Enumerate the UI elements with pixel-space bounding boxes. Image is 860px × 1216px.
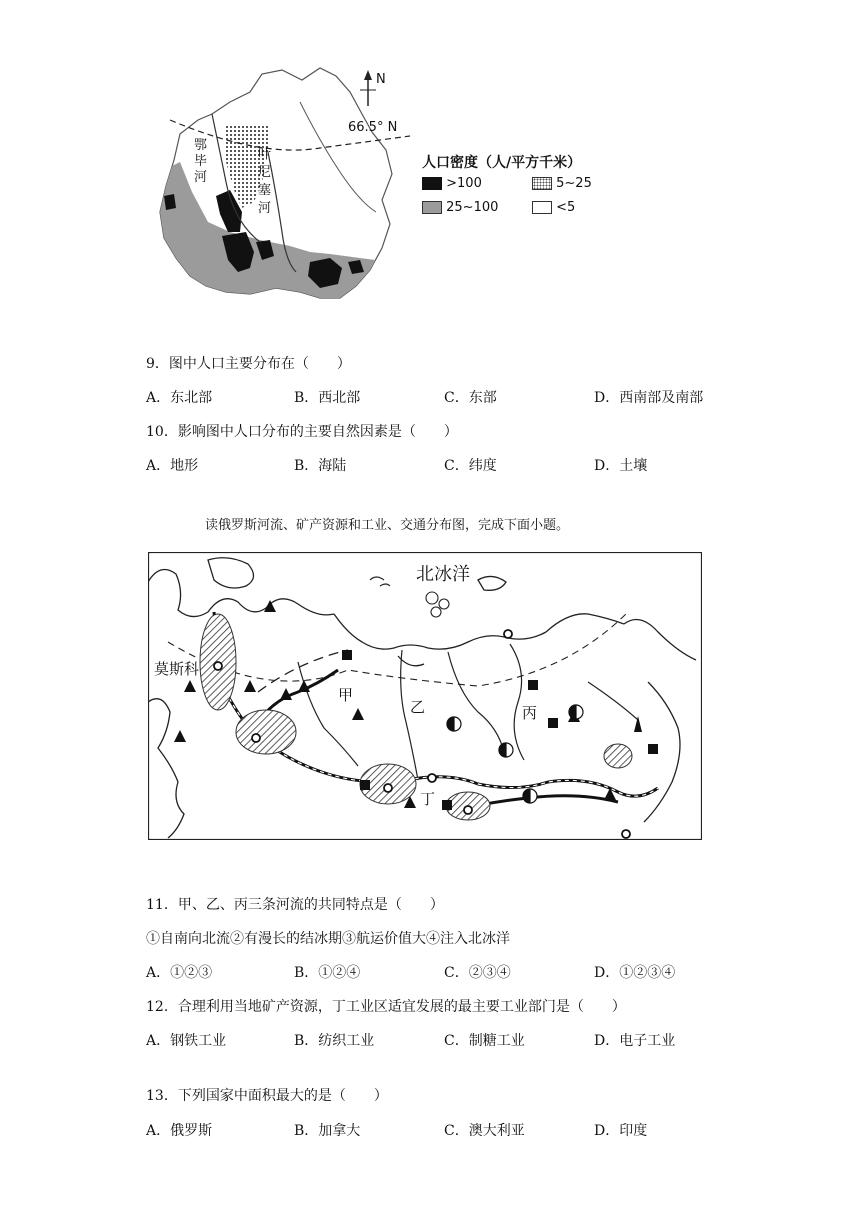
q13-option-b[interactable]: B．加拿大 (294, 1123, 361, 1139)
q13-option-d[interactable]: D．印度 (594, 1123, 648, 1139)
q13-option-c[interactable]: C．澳大利亚 (444, 1123, 525, 1139)
q11-option-a[interactable]: A．①②③ (146, 965, 213, 981)
city-icon (428, 774, 436, 782)
q9-stem: 9．图中人口主要分布在（ ） (146, 356, 351, 372)
industrial-area-far-east (604, 744, 632, 768)
map2-ocean-label: 北冰洋 (416, 564, 470, 585)
city-icon (384, 784, 392, 792)
map2-jia-label: 甲 (338, 686, 354, 704)
q10-option-d[interactable]: D．土壤 (594, 458, 648, 474)
city-icon (622, 830, 630, 838)
q10-option-b[interactable]: B．海陆 (294, 458, 347, 474)
q11-statements: ①自南向北流②有漫长的结冰期③航运价值大④注入北冰洋 (146, 931, 510, 947)
q10-option-a[interactable]: A．地形 (146, 458, 199, 474)
q11-stem: 11．甲、乙、丙三条河流的共同特点是（ ） (146, 897, 444, 913)
mineral-square-icon (648, 744, 658, 754)
north-label: N (376, 72, 386, 87)
mineral-half-circle-icon (523, 789, 537, 803)
q9-option-c[interactable]: C．东部 (444, 390, 497, 406)
density-over-100-patch (164, 194, 176, 210)
q10-option-c[interactable]: C．纬度 (444, 458, 497, 474)
q9-option-a[interactable]: A．东北部 (146, 390, 213, 406)
mineral-half-circle-icon (499, 743, 513, 757)
ob-river-label: 鄂 毕 河 (194, 138, 208, 185)
industrial-area-urals (236, 710, 296, 754)
legend-item-5-25: 5~25 (532, 176, 592, 191)
mineral-square-icon (360, 780, 370, 790)
q12-stem: 12．合理利用当地矿产资源，丁工业区适宜发展的最主要工业部门是（ ） (146, 999, 626, 1015)
q10-stem: 10．影响图中人口分布的主要自然因素是（ ） (146, 424, 458, 440)
mineral-half-circle-icon (569, 705, 583, 719)
q12-option-d[interactable]: D．电子工业 (594, 1033, 676, 1049)
legend-item-under-5: <5 (532, 200, 575, 215)
mineral-half-circle-icon (447, 717, 461, 731)
mineral-square-icon (548, 718, 558, 728)
q9-option-b[interactable]: B．西北部 (294, 390, 361, 406)
q9-option-d[interactable]: D．西南部及南部 (594, 390, 704, 406)
city-icon (504, 630, 512, 638)
map2-ding-label: 丁 (420, 790, 436, 808)
q12-option-c[interactable]: C．制糖工业 (444, 1033, 525, 1049)
map2-bing-label: 丙 (522, 704, 538, 722)
q11-option-b[interactable]: B．①②④ (294, 965, 361, 981)
q12-option-b[interactable]: B．纺织工业 (294, 1033, 375, 1049)
mineral-square-icon (528, 680, 538, 690)
q13-option-a[interactable]: A．俄罗斯 (146, 1123, 213, 1139)
north-arrow-icon (360, 70, 376, 106)
city-moscow-icon (214, 662, 222, 670)
legend-title: 人口密度（人/平方千米） (422, 155, 582, 171)
map1-land (150, 68, 410, 312)
mineral-square-icon (342, 650, 352, 660)
legend-item-over-100: >100 (422, 176, 482, 191)
parallel-label: 66.5° N (348, 120, 398, 135)
map2-moscow-label: 莫斯科 (154, 660, 200, 678)
map2-intro: 读俄罗斯河流、矿产资源和工业、交通分布图，完成下面小题。 (205, 518, 570, 533)
q11-option-c[interactable]: C．②③④ (444, 965, 511, 981)
city-icon (252, 734, 260, 742)
q12-option-a[interactable]: A．钢铁工业 (146, 1033, 227, 1049)
legend-item-25-100: 25~100 (422, 200, 498, 215)
yenisei-river-label: 叶 尼 塞 河 (258, 147, 272, 216)
q11-option-d[interactable]: D．①②③④ (594, 965, 676, 981)
mineral-square-icon (442, 800, 452, 810)
city-icon (464, 806, 472, 814)
map2-yi-label: 乙 (410, 698, 426, 716)
q13-stem: 13．下列国家中面积最大的是（ ） (146, 1088, 388, 1104)
